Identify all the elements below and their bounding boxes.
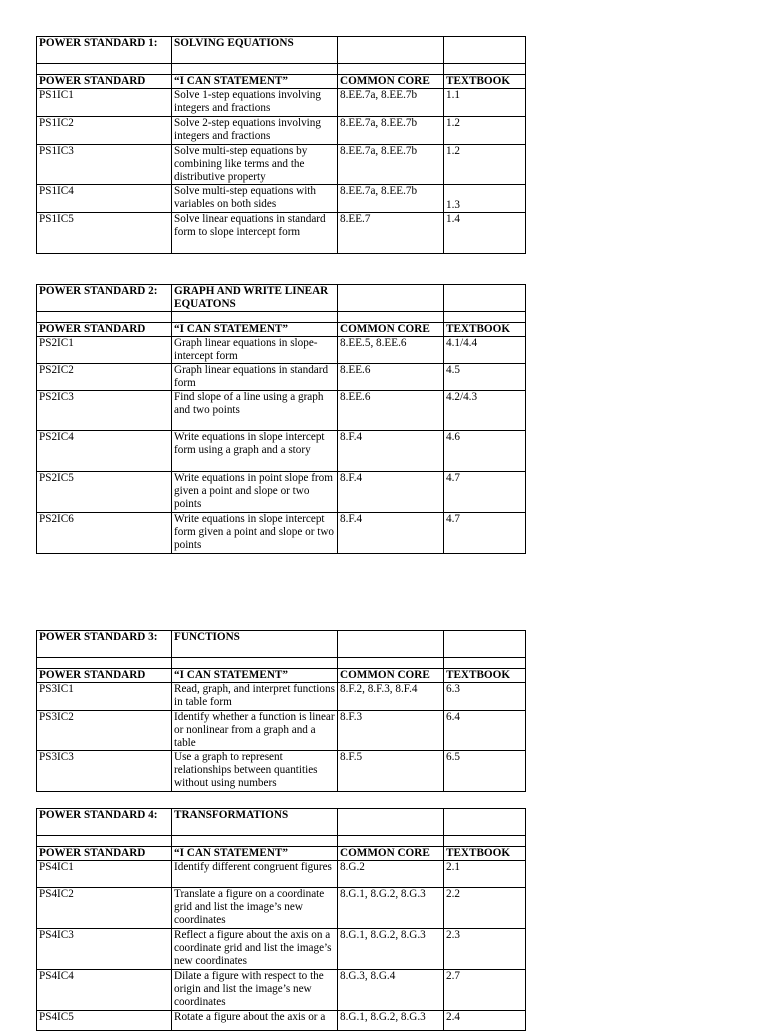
textbook-section: 2.2 [444, 888, 526, 929]
empty-cell [338, 631, 444, 658]
standard-code: PS1IC4 [37, 185, 172, 213]
standard-code: PS2IC1 [37, 337, 172, 364]
table-row [37, 1011, 526, 1031]
standard-code: PS1IC2 [37, 117, 172, 145]
i-can-statement: Solve multi-step equations by combining like terms and the distributive property [172, 145, 338, 185]
i-can-statement: Rotate a figure about the axis or a [172, 1011, 338, 1031]
standard-title: SOLVING EQUATIONS [172, 37, 338, 64]
standard-label: POWER STANDARD 2: [37, 285, 172, 312]
empty-cell [444, 631, 526, 658]
i-can-statement: Solve multi-step equations with variables on both sides [172, 185, 338, 213]
empty-cell [172, 312, 338, 323]
empty-cell [172, 836, 338, 847]
standard-code: PS2IC5 [37, 472, 172, 513]
textbook-section: 2.3 [444, 929, 526, 970]
empty-cell [338, 312, 444, 323]
empty-cell [37, 658, 172, 669]
i-can-statement: Translate a figure on a coordinate grid and list the image’s new coordinates [172, 888, 338, 929]
column-header-power-standard: POWER STANDARD [37, 669, 172, 683]
standard-code: PS4IC5 [37, 1011, 172, 1031]
i-can-statement: Write equations in slope intercept form given a point and slope or two points [172, 513, 338, 554]
common-core: 8.F.4 [338, 513, 444, 554]
spacer-row [37, 64, 526, 75]
table-row [37, 213, 526, 254]
table-row [37, 970, 526, 1011]
i-can-statement: Read, graph, and interpret functions in table form [172, 683, 338, 711]
standard-code: PS3IC1 [37, 683, 172, 711]
column-header-row [37, 669, 526, 683]
common-core: 8.G.1, 8.G.2, 8.G.3 [338, 1011, 444, 1031]
textbook-section: 1.2 [444, 117, 526, 145]
textbook-section: 2.7 [444, 970, 526, 1011]
column-header-power-standard: POWER STANDARD [37, 847, 172, 861]
empty-cell [338, 658, 444, 669]
table-row [37, 472, 526, 513]
standard-code: PS3IC3 [37, 751, 172, 792]
i-can-statement: Dilate a figure with respect to the origin and list the image’s new coordinates [172, 970, 338, 1011]
empty-cell [444, 809, 526, 836]
empty-cell [37, 312, 172, 323]
textbook-section: 1.2 [444, 145, 526, 185]
empty-cell [338, 809, 444, 836]
common-core: 8.EE.7a, 8.EE.7b [338, 117, 444, 145]
standard-code: PS1IC1 [37, 89, 172, 117]
empty-cell [37, 836, 172, 847]
table-row [37, 929, 526, 970]
standard-code: PS1IC3 [37, 145, 172, 185]
table-row [37, 185, 526, 213]
table-row [37, 89, 526, 117]
textbook-section: 4.6 [444, 431, 526, 472]
i-can-statement: Solve 1-step equations involving integers and fractions [172, 89, 338, 117]
common-core: 8.F.2, 8.F.3, 8.F.4 [338, 683, 444, 711]
standard-label: POWER STANDARD 3: [37, 631, 172, 658]
common-core: 8.F.3 [338, 711, 444, 751]
common-core: 8.EE.6 [338, 391, 444, 431]
table-row [37, 117, 526, 145]
table-row [37, 711, 526, 751]
standard-code: PS2IC4 [37, 431, 172, 472]
power-standard-1-table [36, 36, 526, 254]
common-core: 8.F.4 [338, 431, 444, 472]
standard-code: PS4IC3 [37, 929, 172, 970]
common-core: 8.G.2 [338, 861, 444, 888]
column-header-textbook: TEXTBOOK [444, 323, 526, 337]
standard-title: GRAPH AND WRITE LINEAR EQUATONS [172, 285, 338, 312]
textbook-section: 1.4 [444, 213, 526, 254]
spacer-row [37, 658, 526, 669]
standard-title: FUNCTIONS [172, 631, 338, 658]
column-header-i-can-statement: “I CAN STATEMENT” [172, 847, 338, 861]
empty-cell [444, 37, 526, 64]
empty-cell [338, 37, 444, 64]
standard-label: POWER STANDARD 4: [37, 809, 172, 836]
common-core: 8.G.1, 8.G.2, 8.G.3 [338, 888, 444, 929]
table-row [37, 861, 526, 888]
textbook-section: 4.7 [444, 472, 526, 513]
standard-label: POWER STANDARD 1: [37, 37, 172, 64]
table-row [37, 513, 526, 554]
column-header-common-core: COMMON CORE [338, 847, 444, 861]
empty-cell [444, 285, 526, 312]
column-header-textbook: TEXTBOOK [444, 847, 526, 861]
textbook-section: 4.7 [444, 513, 526, 554]
i-can-statement: Find slope of a line using a graph and two points [172, 391, 338, 431]
column-header-textbook: TEXTBOOK [444, 75, 526, 89]
textbook-section: 2.1 [444, 861, 526, 888]
column-header-row [37, 75, 526, 89]
power-standard-3-table [36, 630, 526, 792]
standard-code: PS2IC6 [37, 513, 172, 554]
textbook-section: 4.1/4.4 [444, 337, 526, 364]
column-header-i-can-statement: “I CAN STATEMENT” [172, 323, 338, 337]
common-core: 8.G.3, 8.G.4 [338, 970, 444, 1011]
i-can-statement: Write equations in slope intercept form using a graph and a story [172, 431, 338, 472]
textbook-section: 4.5 [444, 364, 526, 391]
standard-code: PS4IC1 [37, 861, 172, 888]
empty-cell [444, 836, 526, 847]
power-standard-4-table [36, 808, 526, 1031]
table-row [37, 683, 526, 711]
empty-cell [444, 658, 526, 669]
common-core: 8.EE.7a, 8.EE.7b [338, 185, 444, 213]
standard-code: PS4IC2 [37, 888, 172, 929]
textbook-section: 1.1 [444, 89, 526, 117]
empty-cell [444, 312, 526, 323]
empty-cell [444, 64, 526, 75]
common-core: 8.EE.6 [338, 364, 444, 391]
standard-code: PS4IC4 [37, 970, 172, 1011]
column-header-common-core: COMMON CORE [338, 669, 444, 683]
textbook-section: 6.5 [444, 751, 526, 792]
i-can-statement: Use a graph to represent relationships between quantities without using numbers [172, 751, 338, 792]
column-header-textbook: TEXTBOOK [444, 669, 526, 683]
i-can-statement: Graph linear equations in standard form [172, 364, 338, 391]
empty-cell [172, 64, 338, 75]
i-can-statement: Solve linear equations in standard form to slope intercept form [172, 213, 338, 254]
column-header-i-can-statement: “I CAN STATEMENT” [172, 669, 338, 683]
standard-header-row [37, 631, 526, 658]
column-header-power-standard: POWER STANDARD [37, 323, 172, 337]
column-header-i-can-statement: “I CAN STATEMENT” [172, 75, 338, 89]
column-header-row [37, 323, 526, 337]
common-core: 8.F.4 [338, 472, 444, 513]
textbook-section: 6.4 [444, 711, 526, 751]
i-can-statement: Identify whether a function is linear or nonlinear from a graph and a table [172, 711, 338, 751]
column-header-power-standard: POWER STANDARD [37, 75, 172, 89]
standard-header-row [37, 809, 526, 836]
empty-cell [338, 836, 444, 847]
standard-code: PS2IC2 [37, 364, 172, 391]
table-row [37, 145, 526, 185]
textbook-section: 1.3 [444, 185, 526, 213]
empty-cell [338, 64, 444, 75]
textbook-section: 2.4 [444, 1011, 526, 1031]
table-row [37, 337, 526, 364]
column-header-common-core: COMMON CORE [338, 75, 444, 89]
table-row [37, 888, 526, 929]
power-standard-2-table [36, 284, 526, 554]
common-core: 8.G.1, 8.G.2, 8.G.3 [338, 929, 444, 970]
standard-title: TRANSFORMATIONS [172, 809, 338, 836]
standard-code: PS1IC5 [37, 213, 172, 254]
i-can-statement: Write equations in point slope from given a point and slope or two points [172, 472, 338, 513]
column-header-row [37, 847, 526, 861]
table-row [37, 431, 526, 472]
common-core: 8.EE.5, 8.EE.6 [338, 337, 444, 364]
standard-header-row [37, 285, 526, 312]
spacer-row [37, 312, 526, 323]
i-can-statement: Reflect a figure about the axis on a coordinate grid and list the image’s new coordinates [172, 929, 338, 970]
empty-cell [338, 285, 444, 312]
table-row [37, 364, 526, 391]
common-core: 8.EE.7a, 8.EE.7b [338, 145, 444, 185]
column-header-common-core: COMMON CORE [338, 323, 444, 337]
common-core: 8.EE.7a, 8.EE.7b [338, 89, 444, 117]
spacer-row [37, 836, 526, 847]
table-row [37, 391, 526, 431]
common-core: 8.EE.7 [338, 213, 444, 254]
i-can-statement: Solve 2-step equations involving integers and fractions [172, 117, 338, 145]
i-can-statement: Graph linear equations in slope-intercept form [172, 337, 338, 364]
standard-header-row [37, 37, 526, 64]
table-row [37, 751, 526, 792]
standard-code: PS2IC3 [37, 391, 172, 431]
textbook-section: 6.3 [444, 683, 526, 711]
i-can-statement: Identify different congruent figures [172, 861, 338, 888]
textbook-section: 4.2/4.3 [444, 391, 526, 431]
standard-code: PS3IC2 [37, 711, 172, 751]
empty-cell [172, 658, 338, 669]
empty-cell [37, 64, 172, 75]
common-core: 8.F.5 [338, 751, 444, 792]
